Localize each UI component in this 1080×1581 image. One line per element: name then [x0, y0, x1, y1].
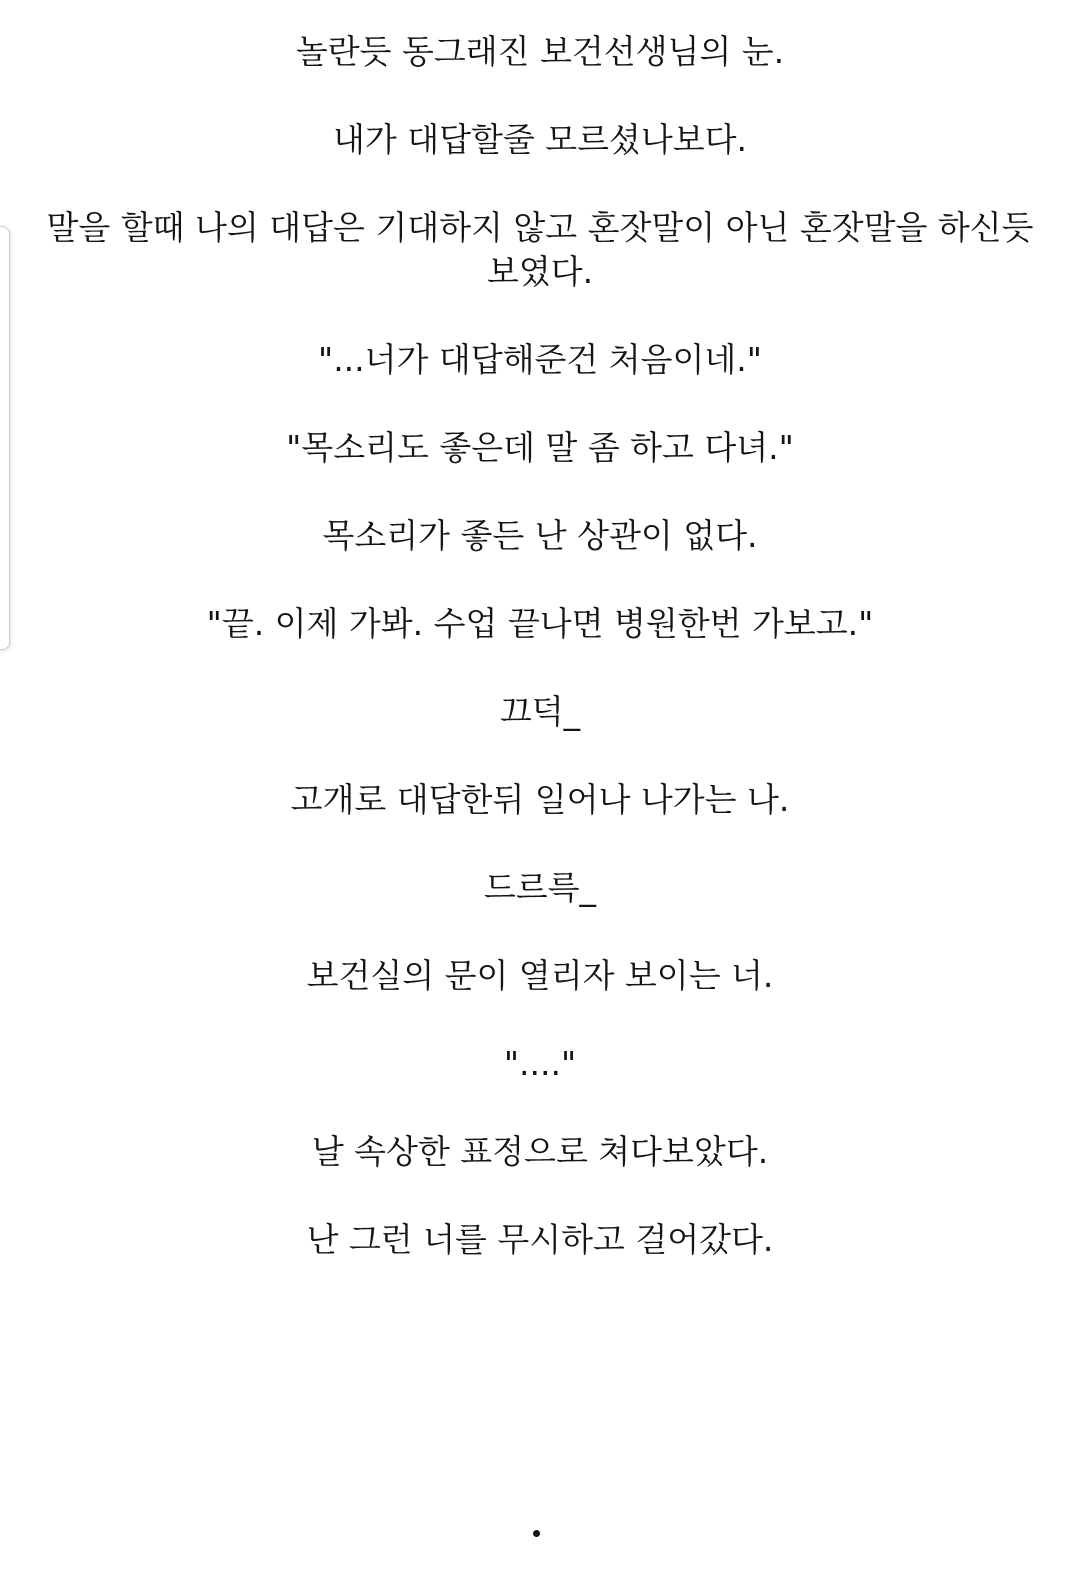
paragraph-9: 고개로 대답한뒤 일어나 나가는 나. — [290, 780, 790, 819]
paragraph-8: 끄덕_ — [499, 692, 581, 731]
paragraph-12: "...." — [503, 1044, 577, 1083]
paragraph-5: "목소리도 좋은데 말 좀 하고 다녀." — [286, 428, 794, 467]
paragraph-11: 보건실의 문이 열리자 보이는 너. — [306, 956, 774, 995]
paragraph-2: 내가 대답할줄 모르셨나보다. — [332, 120, 747, 159]
bullet-dot — [533, 1530, 540, 1537]
paragraph-3: 말을 할때 나의 대답은 기대하지 않고 혼잣말이 아닌 혼잣말을 하신듯 보였다. — [46, 208, 1034, 291]
paragraph-10: 드르륵_ — [483, 868, 597, 907]
paragraph-7: "끝. 이제 가봐. 수업 끝나면 병원한번 가보고." — [206, 604, 874, 643]
paragraph-4: "...너가 대답해준건 처음이네." — [318, 340, 762, 379]
paragraph-14: 난 그런 너를 무시하고 걸어갔다. — [306, 1220, 774, 1259]
paragraph-1: 놀란듯 동그래진 보건선생님의 눈. — [295, 32, 785, 71]
paragraph-6: 목소리가 좋든 난 상관이 없다. — [322, 516, 758, 555]
story-text — [20, 30, 1060, 1262]
side-panel-handle[interactable] — [0, 226, 10, 650]
paragraph-13: 날 속상한 표정으로 쳐다보았다. — [311, 1132, 769, 1171]
